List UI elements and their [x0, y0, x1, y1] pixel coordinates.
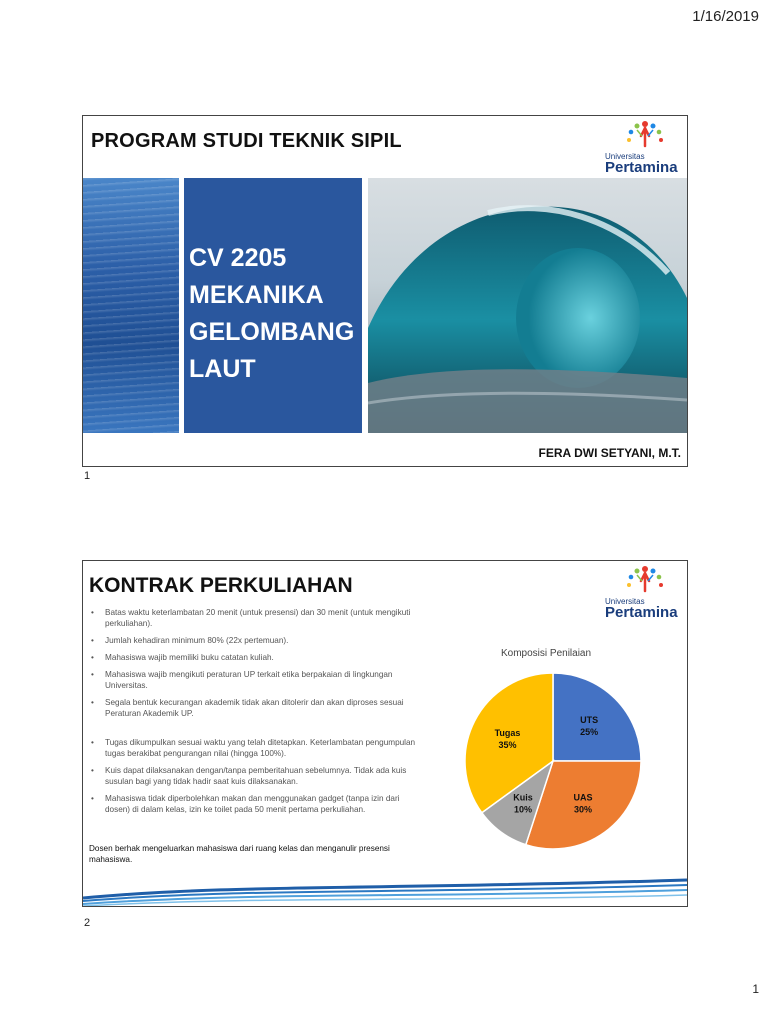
wave-lines-icon — [83, 876, 687, 906]
ocean-wave-image — [368, 178, 687, 433]
logo-universitas-text: Universitas — [605, 597, 645, 606]
course-line-2: MEKANIKA — [189, 281, 324, 309]
decorative-wave-band — [83, 876, 687, 906]
pie-value-uts: 25% — [580, 726, 599, 737]
slide-1 — [82, 115, 688, 467]
rule-item: • Tugas dikumpulkan sesuai waktu yang telah ditetapkan. Keterlambatan pengumpulan tugas berakibat pengurangan nilai (hingga 100%). — [89, 737, 419, 759]
page-date: 1/16/2019 — [692, 8, 759, 25]
rule-item: • Segala bentuk kecurangan akademik tidak akan ditolerir dan akan diproses sesuai Peraturan Akademik UP. — [89, 697, 419, 719]
pie-label-uts: UTS — [580, 714, 599, 725]
universitas-pertamina-logo — [601, 116, 681, 178]
pie-value-tugas: 35% — [498, 739, 517, 750]
slide-2-title: KONTRAK PERKULIAHAN — [89, 574, 353, 597]
rule-item: • Jumlah kehadiran minimum 80% (22x pertemuan). — [89, 635, 419, 646]
pie-value-uas: 30% — [573, 804, 593, 815]
logo-pertamina-text: Pertamina — [605, 604, 678, 621]
pie-label-uas: UAS — [573, 792, 593, 803]
course-title — [189, 240, 359, 388]
course-line-3: GELOMBANG — [189, 318, 355, 346]
water-texture-image — [83, 178, 179, 433]
course-line-4: LAUT — [189, 355, 256, 383]
slide-1-title: PROGRAM STUDI TEKNIK SIPIL — [91, 130, 402, 152]
pie-value-kuis: 10% — [513, 804, 533, 815]
rule-item: • Kuis dapat dilaksanakan dengan/tanpa pemberitahuan sebelumnya. Tidak ada kuis susulan bagi yang tidak hadir saat kuis dilaksanakan. — [89, 765, 419, 787]
page-number: 1 — [752, 982, 759, 996]
closing-statement: Dosen berhak mengeluarkan mahasiswa dari ruang kelas dan menganulir presensi mahasiswa. — [89, 844, 390, 864]
rule-item: • Mahasiswa wajib mengikuti peraturan UP terkait etika berpakaian di lingkungan Universitas. — [89, 669, 419, 691]
author-name: FERA DWI SETYANI, M.T. — [538, 446, 681, 460]
slide-2-number: 2 — [84, 917, 91, 929]
ocean-wave-icon — [368, 178, 687, 433]
course-title-block — [184, 178, 362, 433]
slide-1-number: 1 — [84, 470, 91, 482]
rule-item: • Batas waktu keterlambatan 20 menit (untuk presensi) dan 30 menit (untuk mengikuti perkuliahan). — [89, 607, 419, 629]
grading-pie-chart — [458, 666, 648, 856]
logo-universitas-text: Universitas — [605, 152, 645, 161]
universitas-pertamina-logo-2 — [601, 561, 681, 623]
chart-title: Komposisi Penilaian — [501, 648, 592, 659]
rule-item: • Mahasiswa tidak diperbolehkan makan dan menggunakan gadget (tanpa izin dari dosen) di dalam kelas, izin ke toilet pada 50 menit pertama perkuliahan. — [89, 793, 419, 815]
logo-pertamina-text: Pertamina — [605, 159, 678, 176]
course-line-1: CV 2205 — [189, 244, 287, 272]
pie-label-kuis: Kuis — [513, 792, 533, 803]
slide-2 — [82, 560, 688, 907]
contract-rules-list — [89, 607, 419, 821]
rule-item: • Mahasiswa wajib memiliki buku catatan kuliah. — [89, 652, 419, 663]
pie-label-tugas: Tugas — [494, 727, 521, 738]
